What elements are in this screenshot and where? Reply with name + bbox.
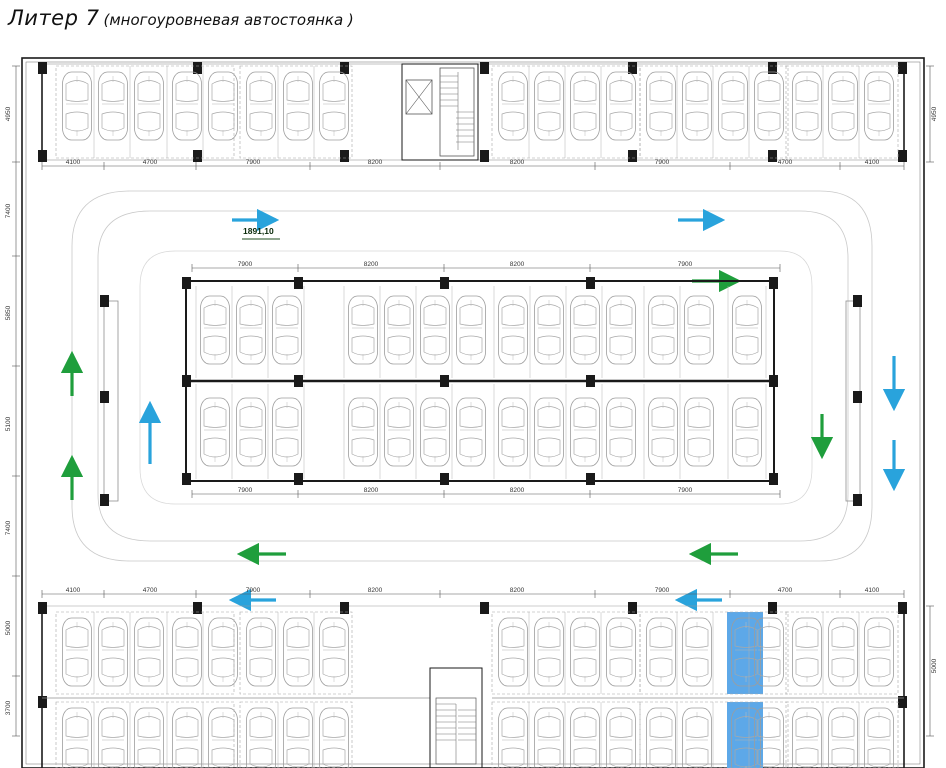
dim-inner-top-4: 7900 bbox=[677, 261, 693, 268]
dim-bottom-3: 7900 bbox=[245, 587, 261, 594]
bottom-parking-band bbox=[38, 602, 907, 768]
dim-inner-top-3: 8200 bbox=[509, 261, 525, 268]
dim-top-5: 8200 bbox=[509, 159, 525, 166]
dim-left-7: 3700 bbox=[5, 700, 12, 716]
dim-left-5: 7400 bbox=[5, 520, 12, 536]
parking-stalls-bottom-left-upper bbox=[56, 612, 238, 694]
parking-stalls-top-right bbox=[640, 66, 788, 158]
parking-stalls-bottom-midright-lower bbox=[492, 702, 640, 768]
parking-stalls-bottom-midleft-lower bbox=[240, 702, 352, 768]
dimension-column-right bbox=[926, 66, 938, 736]
dim-top-6: 7900 bbox=[654, 159, 670, 166]
dimension-row-inner-top bbox=[192, 261, 780, 272]
area-label-value: 1891,10 bbox=[243, 226, 274, 236]
dim-bottom-6: 7900 bbox=[654, 587, 670, 594]
dim-inner-bottom-1: 7900 bbox=[237, 487, 253, 494]
area-annotation bbox=[242, 226, 280, 239]
side-wall-strips bbox=[100, 295, 862, 506]
parking-stalls-bottom-midright-upper bbox=[492, 612, 640, 694]
dim-bottom-4: 8200 bbox=[367, 587, 383, 594]
parking-stalls-bottom-far-right-lower bbox=[786, 702, 898, 768]
highlighted-stall-lower[interactable] bbox=[727, 702, 763, 768]
title-main: Литер 7 bbox=[8, 6, 100, 30]
dim-top-4: 8200 bbox=[367, 159, 383, 166]
central-parking-core bbox=[182, 277, 778, 485]
dim-bottom-7: 4700 bbox=[777, 587, 793, 594]
drawing-title bbox=[8, 6, 354, 30]
dim-top-3: 7900 bbox=[245, 159, 261, 166]
dimension-row-bottom bbox=[42, 587, 904, 598]
dim-inner-bottom-2: 8200 bbox=[363, 487, 379, 494]
dim-left-6: 5000 bbox=[5, 620, 12, 636]
dim-right-1: 4950 bbox=[931, 106, 938, 122]
title-subtitle: (многоуровневая автостоянка ) bbox=[103, 11, 354, 29]
parking-stalls-top-midleft bbox=[240, 66, 352, 158]
dim-bottom-8: 4100 bbox=[864, 587, 880, 594]
dim-top-7: 4700 bbox=[777, 159, 793, 166]
dim-left-3: 5850 bbox=[5, 305, 12, 321]
stair-elevator-core-top bbox=[402, 64, 478, 160]
dim-right-2: 5000 bbox=[931, 658, 938, 674]
dimension-row-inner-bottom bbox=[192, 487, 780, 498]
parking-stalls-bottom-left-lower bbox=[56, 702, 238, 768]
dim-bottom-5: 8200 bbox=[509, 587, 525, 594]
dim-inner-top-1: 7900 bbox=[237, 261, 253, 268]
dim-bottom-2: 4700 bbox=[142, 587, 158, 594]
dim-left-2: 7400 bbox=[5, 203, 12, 219]
parking-stalls-bottom-far-right-upper bbox=[786, 612, 898, 694]
circulation-loop-outer bbox=[72, 191, 872, 561]
dimension-column-left bbox=[5, 66, 20, 736]
parking-stalls-bottom-right-upper bbox=[640, 612, 788, 694]
dim-left-4: 5100 bbox=[5, 416, 12, 432]
dim-top-8: 4100 bbox=[864, 159, 880, 166]
parking-stalls-top-midright bbox=[492, 66, 640, 158]
core-stalls-upper bbox=[196, 286, 766, 378]
dim-top-2: 4700 bbox=[142, 159, 158, 166]
dim-bottom-1: 4100 bbox=[65, 587, 81, 594]
dim-left-1: 4950 bbox=[5, 106, 12, 122]
floor-plan-drawing bbox=[0, 36, 946, 768]
dim-inner-top-2: 8200 bbox=[363, 261, 379, 268]
dim-top-1: 4100 bbox=[65, 159, 81, 166]
stair-core-bottom bbox=[430, 668, 482, 768]
parking-stalls-top-left bbox=[56, 66, 238, 158]
top-parking-band bbox=[38, 62, 907, 162]
core-stalls-lower bbox=[196, 384, 766, 479]
dim-inner-bottom-4: 7900 bbox=[677, 487, 693, 494]
parking-stalls-bottom-right-lower bbox=[640, 702, 788, 768]
dim-inner-bottom-3: 8200 bbox=[509, 487, 525, 494]
parking-stalls-top-far-right bbox=[786, 66, 898, 158]
parking-stalls-bottom-midleft-upper bbox=[240, 612, 352, 694]
